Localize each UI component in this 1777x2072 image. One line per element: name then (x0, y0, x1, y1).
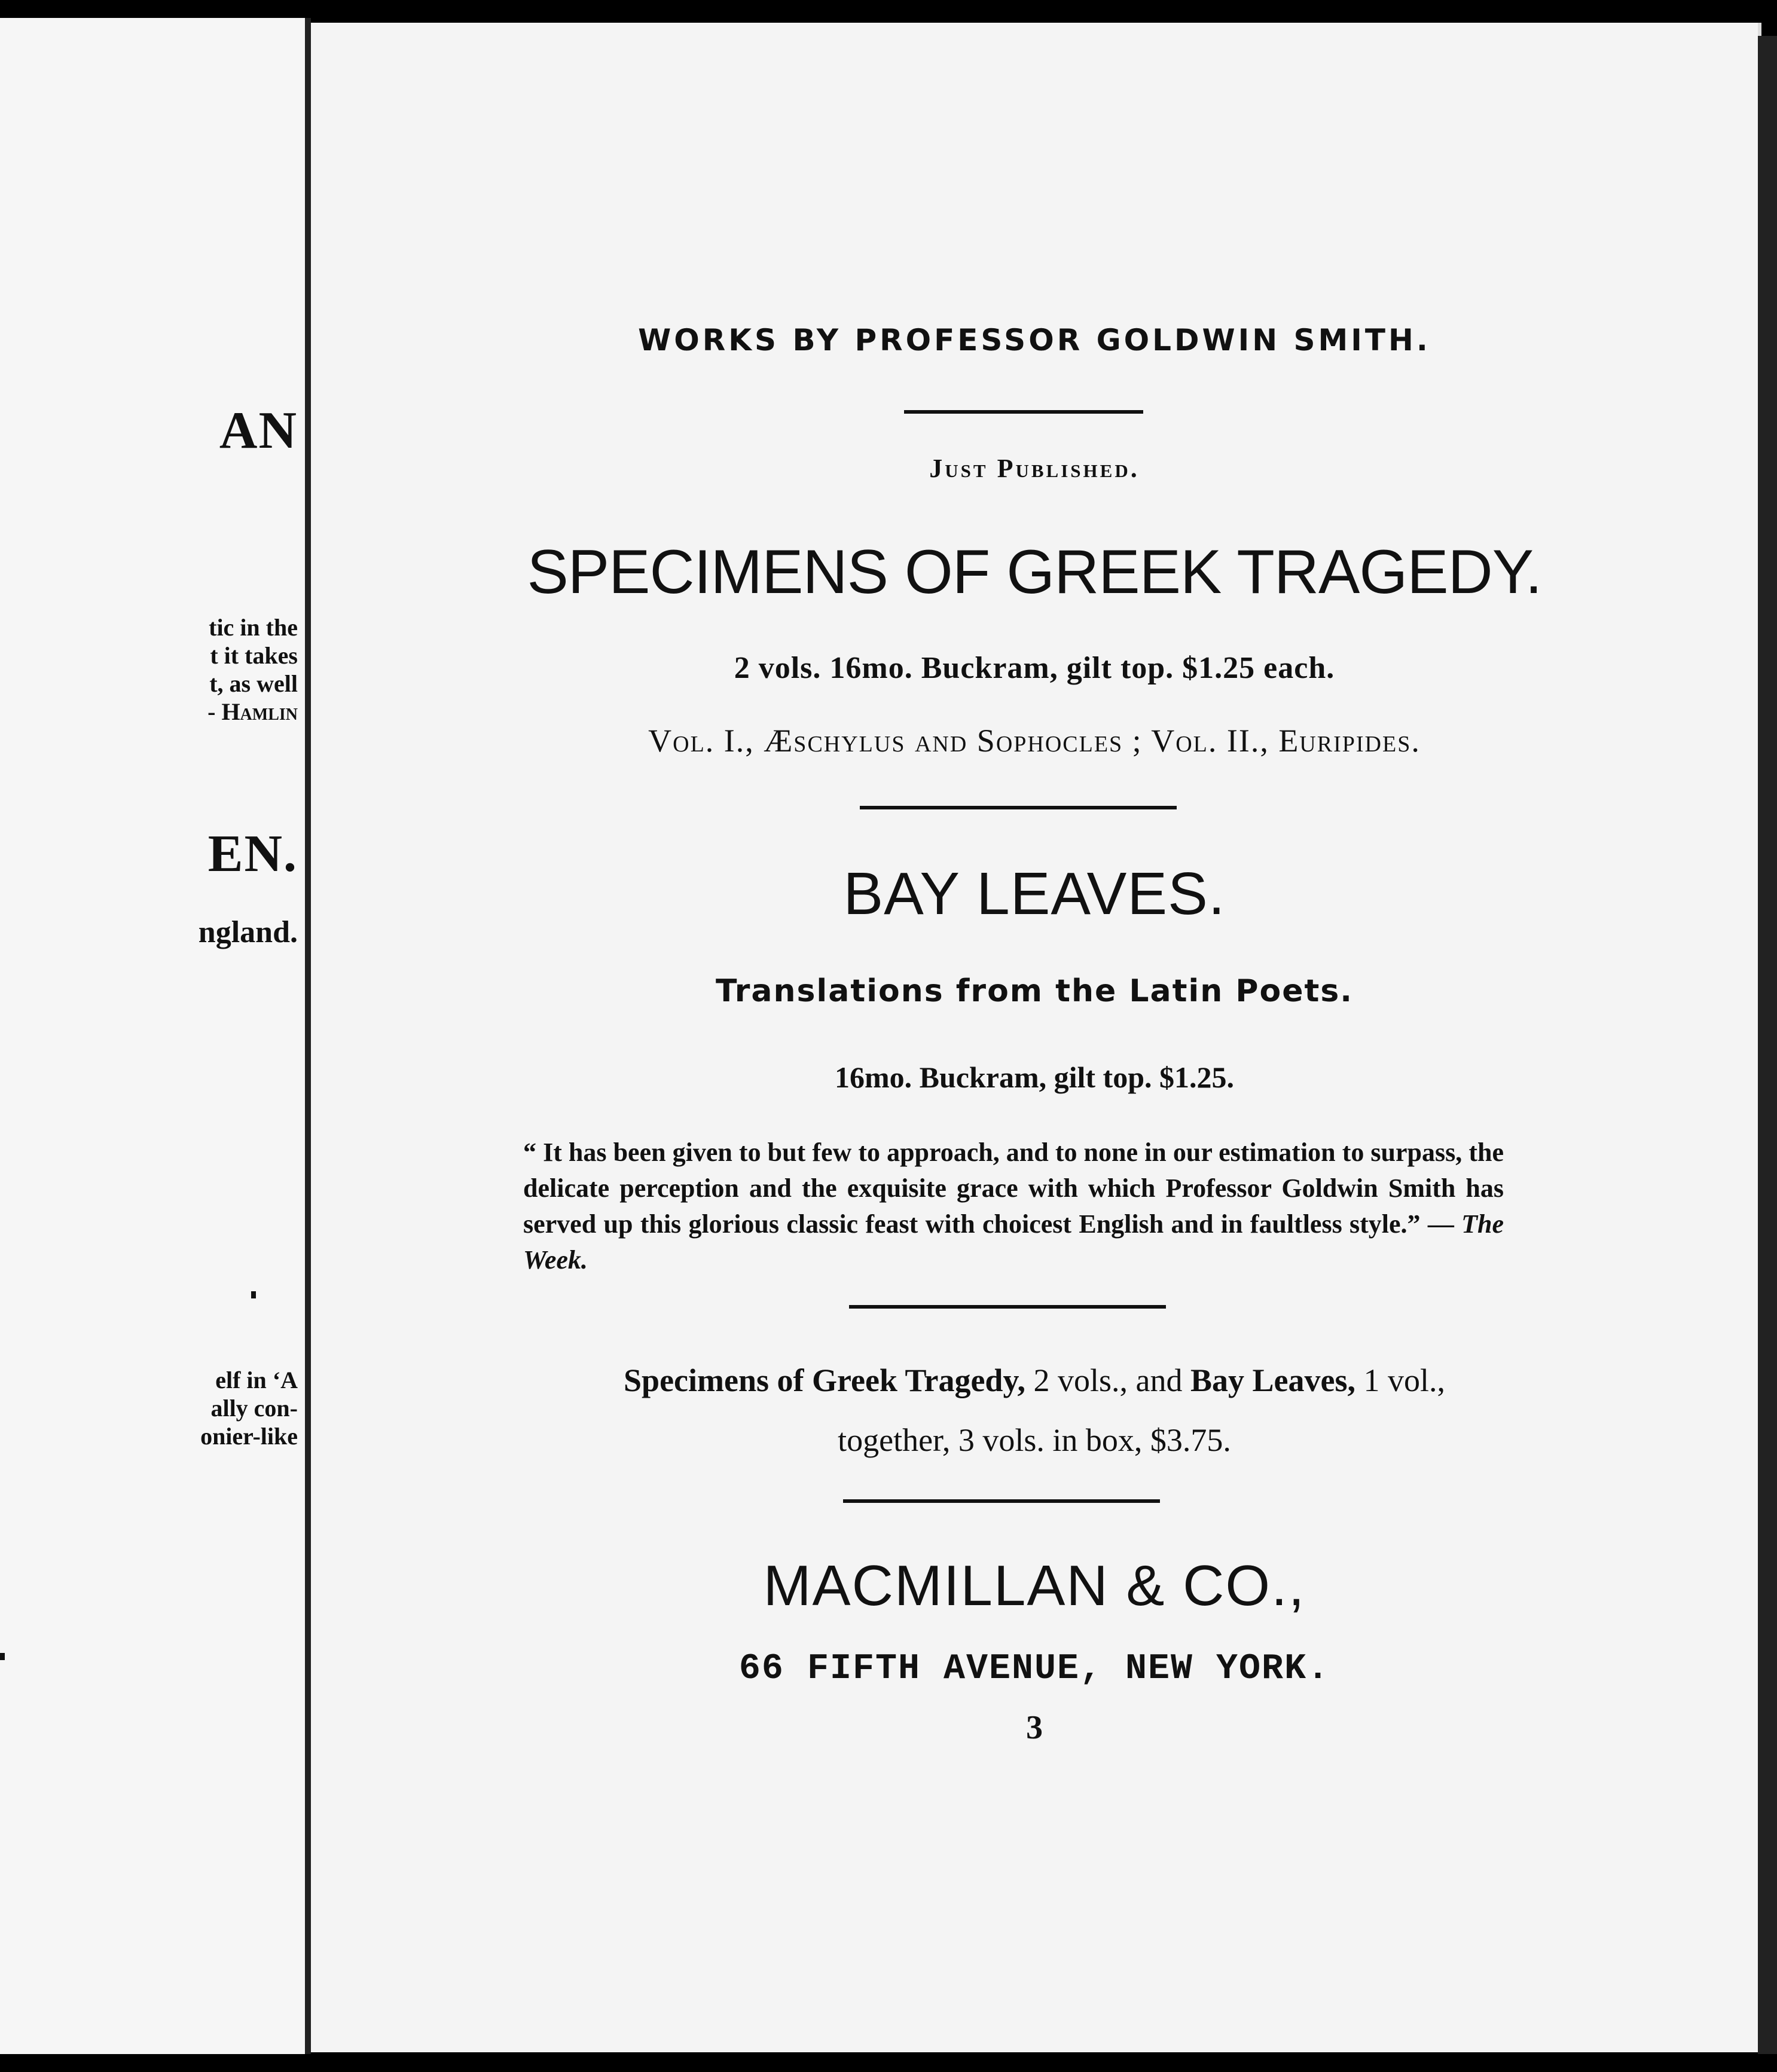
page-heading: WORKS BY PROFESSOR GOLDWIN SMITH. (638, 323, 1431, 357)
combined-offer-line-1 (311, 1362, 1758, 1399)
review-quote-text: “ It has been given to but few to approach, and to none in our estimation to surpass, the delicate perception and the exquisite grace with which Professor Goldwin Smith has served up this glorious classic feast with choicest English and in faultless style.” — (523, 1138, 1504, 1239)
left-fragment-line: t, as well (209, 670, 298, 697)
left-fragment-line: - Hamlin (207, 698, 298, 725)
book-contents-greek-tragedy: Vol. I., Æschylus and Sophocles ; Vol. II., Euripides. (648, 723, 1421, 759)
left-fragment-heading-1: AN (219, 402, 298, 460)
book-subtitle-bay-leaves: Translations from the Latin Poets. (715, 973, 1354, 1009)
left-fragment-heading-2: EN. (207, 825, 298, 883)
book-details-greek-tragedy: 2 vols. 16mo. Buckram, gilt top. $1.25 each. (734, 651, 1335, 685)
scan-bottom-border (0, 2054, 1777, 2072)
just-published-label: Just Published. (929, 454, 1140, 483)
left-fragment-line: t it takes (210, 642, 298, 669)
page-number: 3 (1026, 1709, 1043, 1746)
combined-title-greek: Specimens of Greek Tragedy, (624, 1362, 1025, 1398)
publisher-name: MACMILLAN & CO., (763, 1554, 1306, 1618)
combined-title-bay: Bay Leaves, (1190, 1362, 1355, 1398)
left-fragment-line: ally con- (210, 1395, 298, 1422)
left-fragment-line: onier-like (200, 1423, 298, 1450)
left-page-mark (0, 1653, 5, 1660)
combined-text: 2 vols., and (1025, 1362, 1190, 1398)
book-details-bay-leaves: 16mo. Buckram, gilt top. $1.25. (834, 1061, 1235, 1094)
divider-rule (849, 1305, 1166, 1309)
left-page-mark (251, 1291, 256, 1298)
book-gutter (305, 18, 311, 2056)
divider-rule (843, 1499, 1160, 1503)
left-fragment-line: tic in the (209, 614, 298, 641)
divider-rule (904, 410, 1143, 414)
publisher-address: 66 FIFTH AVENUE, NEW YORK. (738, 1649, 1330, 1689)
advertisement-page (311, 23, 1761, 2052)
book-title-greek-tragedy: SPECIMENS OF GREEK TRAGEDY. (527, 537, 1542, 607)
left-fragment-subheading: ngland. (198, 915, 298, 949)
combined-text: 1 vol., (1355, 1362, 1445, 1398)
review-quote (523, 1135, 1504, 1278)
combined-offer-line-2: together, 3 vols. in box, $3.75. (838, 1422, 1231, 1458)
scan-top-border (0, 0, 1777, 18)
divider-rule (860, 806, 1177, 809)
scan-right-border (1758, 36, 1777, 2056)
left-fragment-line: elf in ‘A (215, 1367, 298, 1393)
review-quote-source: The Week. (523, 1209, 1504, 1275)
book-title-bay-leaves: BAY LEAVES. (843, 860, 1226, 927)
left-facing-page (0, 18, 310, 2056)
